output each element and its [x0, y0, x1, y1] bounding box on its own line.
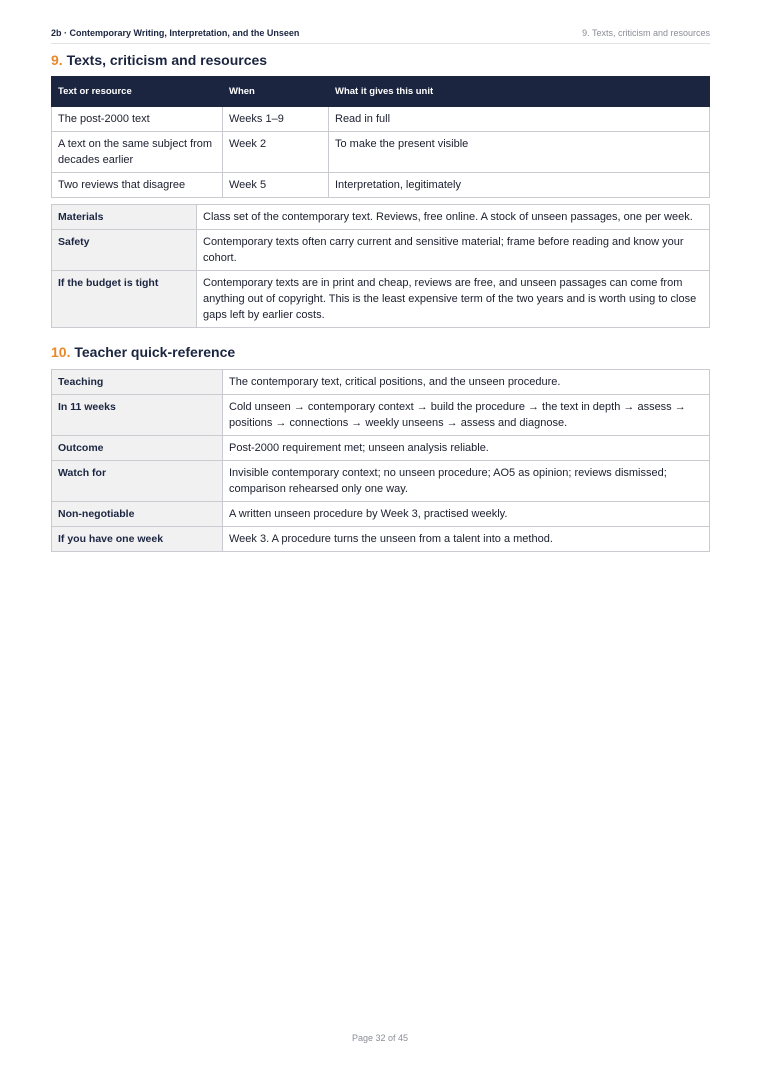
- table-row: [52, 271, 710, 328]
- row-value: Invisible contemporary context; no unseen procedure; AO5 as opinion; reviews dismissed; comparison rehearsed only one way.: [223, 461, 710, 502]
- row-label: Safety: [52, 230, 197, 271]
- table-row: [52, 370, 710, 395]
- table-cell: Read in full: [329, 107, 710, 132]
- section-10-heading: [51, 344, 235, 360]
- column-header: When: [223, 77, 329, 107]
- row-label: Non-negotiable: [52, 502, 223, 527]
- table-row: [52, 230, 710, 271]
- row-value: The contemporary text, critical positions, and the unseen procedure.: [223, 370, 710, 395]
- table-row: [52, 173, 710, 198]
- table-cell: Week 5: [223, 173, 329, 198]
- row-value: Week 3. A procedure turns the unseen from a talent into a method.: [223, 527, 710, 552]
- running-header-section: 9. Texts, criticism and resources: [582, 28, 710, 38]
- section-10-title: Teacher quick-reference: [74, 344, 236, 360]
- resources-table-header-row: [52, 77, 710, 107]
- row-value: Class set of the contemporary text. Reviews, free online. A stock of unseen passages, one per week.: [197, 205, 710, 230]
- table-cell: To make the present visible: [329, 132, 710, 173]
- resources-table: [51, 76, 710, 198]
- row-value: Cold unseen → contemporary context → build the procedure → the text in depth → assess → positions → connections → weekly unseens → assess and diagnose.: [223, 395, 710, 436]
- table-cell: The post-2000 text: [52, 107, 223, 132]
- table-row: [52, 395, 710, 436]
- row-label: Materials: [52, 205, 197, 230]
- section-9-title: Texts, criticism and resources: [66, 52, 268, 68]
- row-value: Contemporary texts are in print and cheap, reviews are free, and unseen passages can come from anything out of copyright. This is the least expensive term of the two years and is worth using to close gaps left by earlier costs.: [197, 271, 710, 328]
- page-number: Page 32 of 45: [351, 1033, 409, 1043]
- table-row: [52, 527, 710, 552]
- column-header: Text or resource: [52, 77, 223, 107]
- table-cell: A text on the same subject from decades earlier: [52, 132, 223, 173]
- section-9-heading: [51, 52, 267, 68]
- table-cell: Two reviews that disagree: [52, 173, 223, 198]
- row-label: Outcome: [52, 436, 223, 461]
- column-header: What it gives this unit: [329, 77, 710, 107]
- table-cell: Interpretation, legitimately: [329, 173, 710, 198]
- running-header-title: 2b · Contemporary Writing, Interpretation, and the Unseen: [51, 28, 300, 38]
- row-value: Post-2000 requirement met; unseen analysis reliable.: [223, 436, 710, 461]
- quick-reference-table: [51, 369, 710, 552]
- row-label: If the budget is tight: [52, 271, 197, 328]
- section-10-number: 10.: [51, 344, 71, 360]
- table-row: [52, 461, 710, 502]
- row-label: Watch for: [52, 461, 223, 502]
- section-9-number: 9.: [51, 52, 63, 68]
- row-label: Teaching: [52, 370, 223, 395]
- row-label: If you have one week: [52, 527, 223, 552]
- materials-table: [51, 204, 710, 328]
- table-row: [52, 107, 710, 132]
- row-value: Contemporary texts often carry current and sensitive material; frame before reading and know your cohort.: [197, 230, 710, 271]
- row-value: A written unseen procedure by Week 3, practised weekly.: [223, 502, 710, 527]
- running-header: [51, 28, 710, 44]
- table-row: [52, 205, 710, 230]
- table-cell: Weeks 1–9: [223, 107, 329, 132]
- table-row: [52, 502, 710, 527]
- row-label: In 11 weeks: [52, 395, 223, 436]
- table-row: [52, 436, 710, 461]
- table-cell: Week 2: [223, 132, 329, 173]
- table-row: [52, 132, 710, 173]
